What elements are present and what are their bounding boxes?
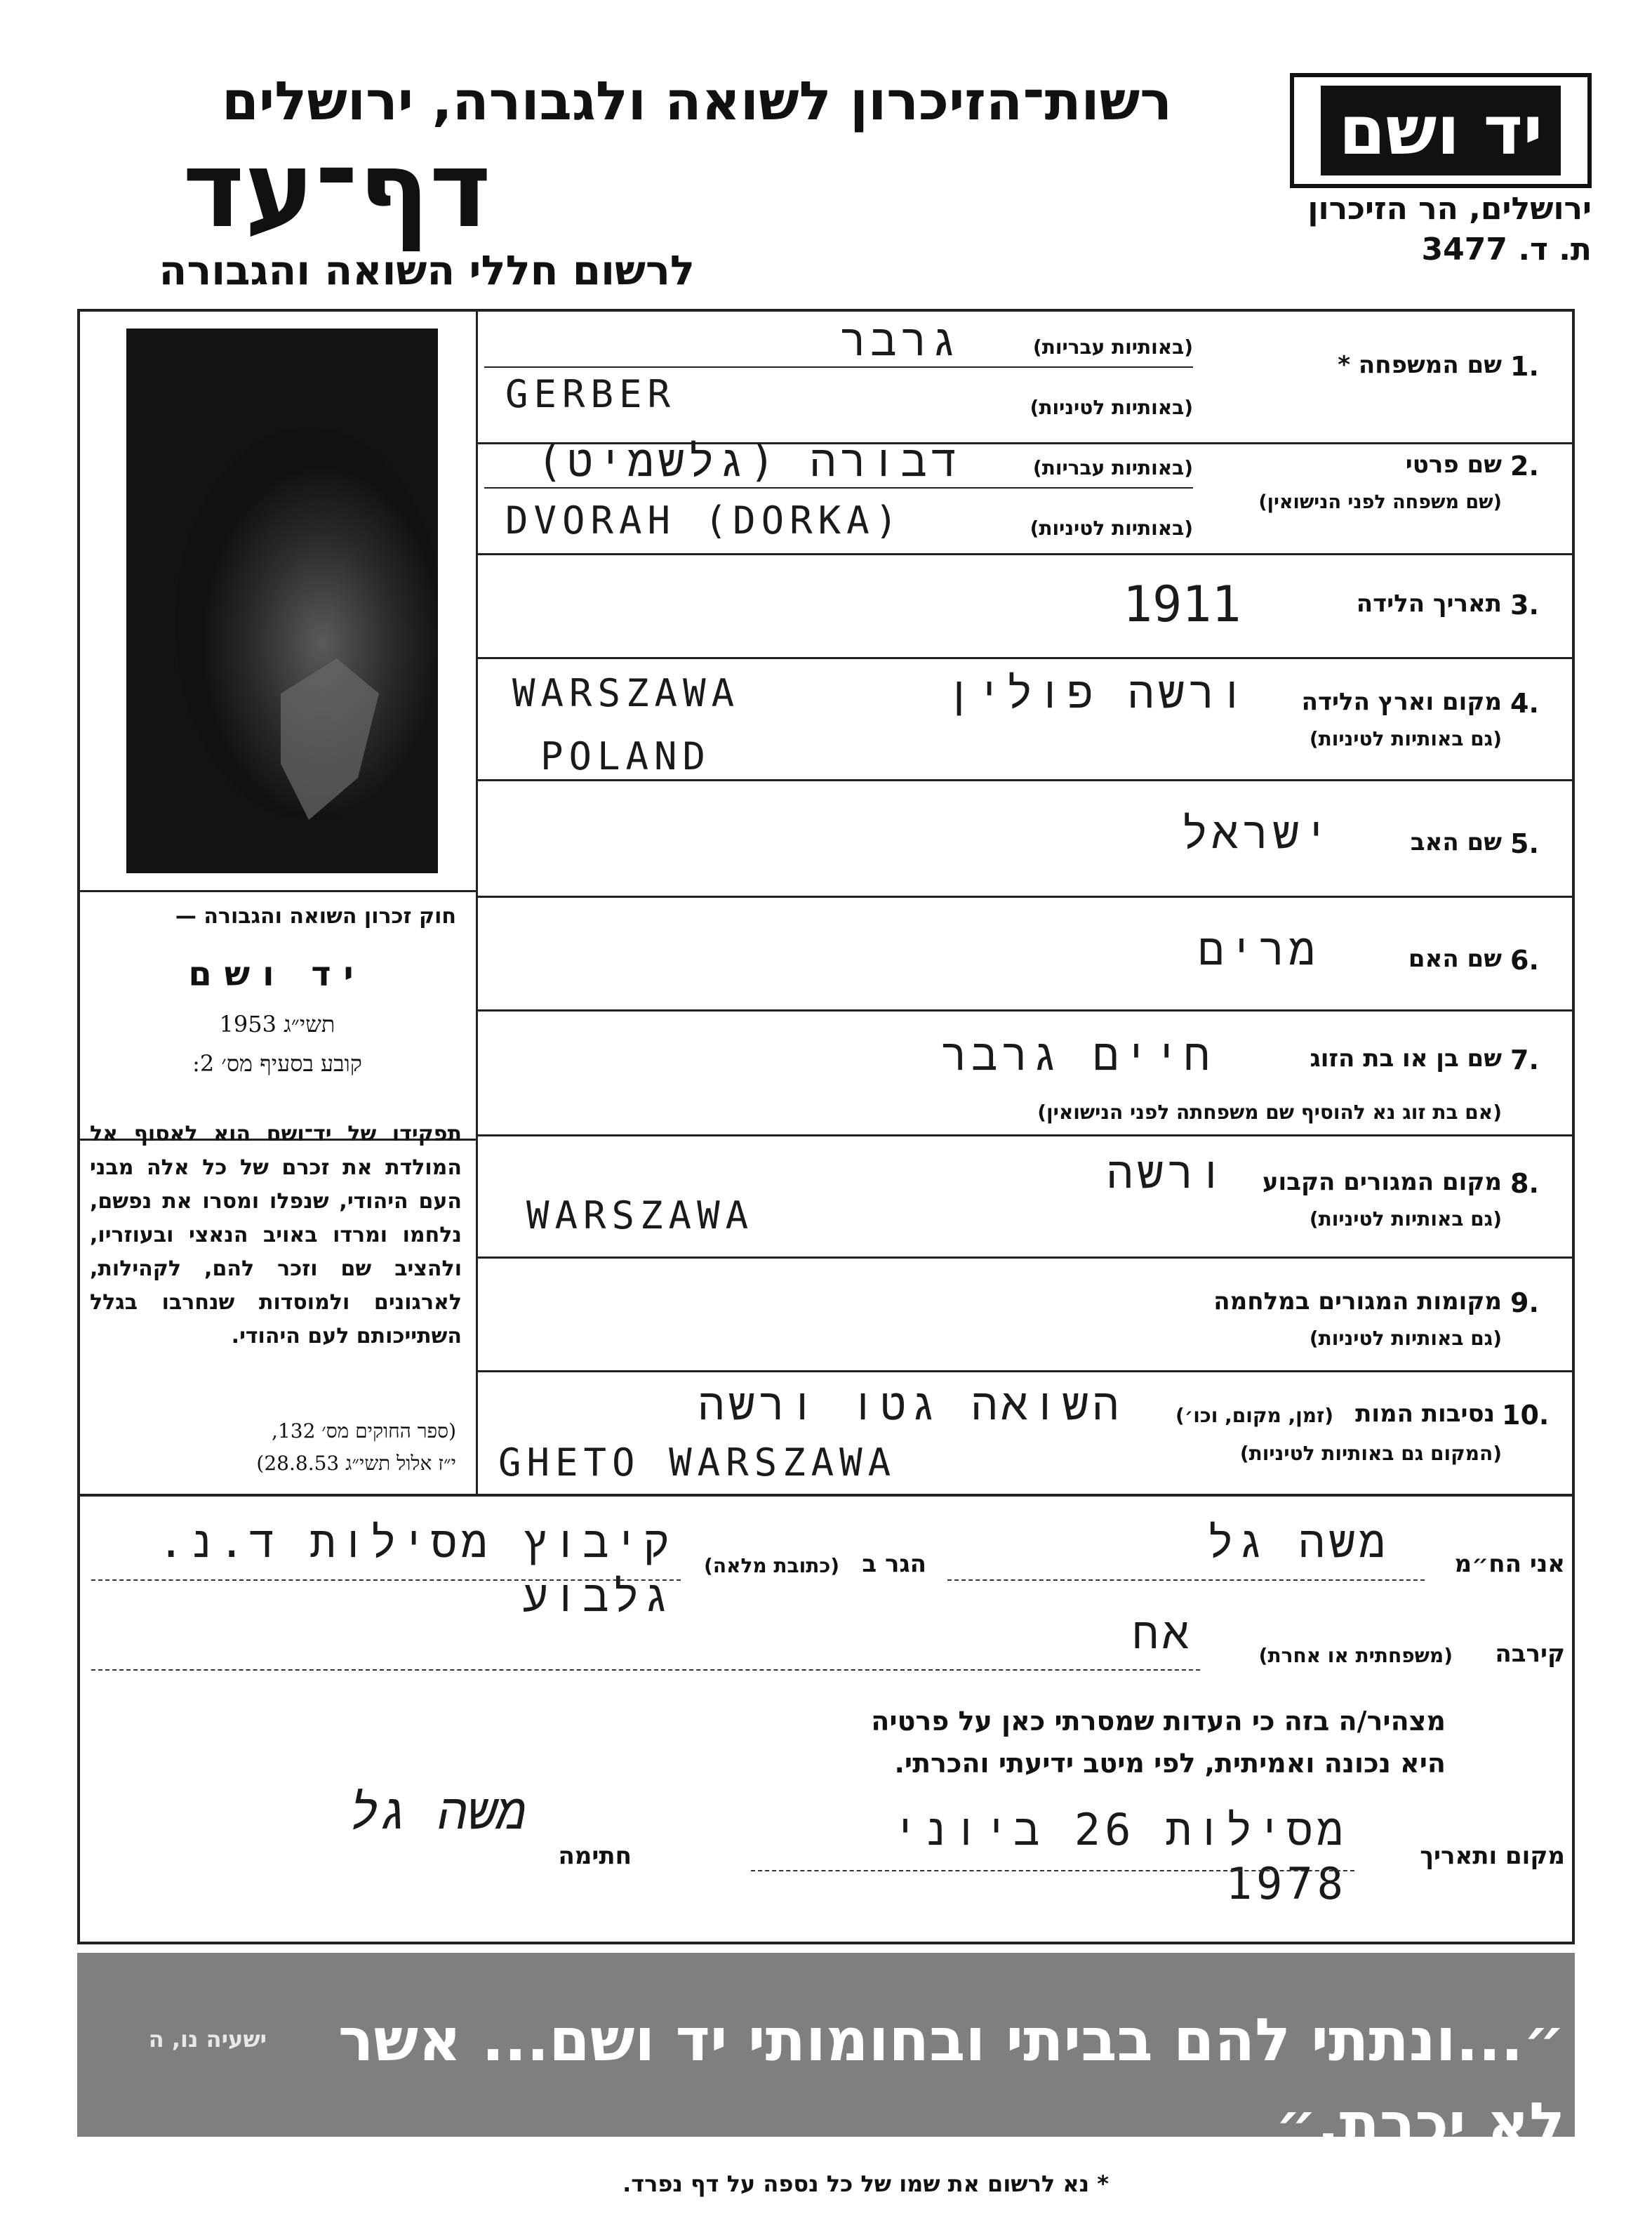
banner-quote: ״...ונתתי להם בביתי ובחומותי יד ושם... אשר לא יכרת.״ xyxy=(338,2005,1565,2159)
sidebar-divider xyxy=(476,309,478,1495)
law-year: תשי״ג 1953 xyxy=(219,1011,335,1037)
row-divider xyxy=(477,1256,1575,1259)
field-2-hint-hebrew: (באותיות עבריות) xyxy=(1032,456,1193,479)
declaration-line-1: מצהיר/ה בזה כי העדות שמסרתי כאן על פרטיה xyxy=(871,1706,1446,1737)
row-divider xyxy=(477,1134,1575,1136)
witness-i-label: אני הח״מ xyxy=(1454,1550,1565,1578)
field-10-subtitle: (המקום גם באותיות לטיניות) xyxy=(1239,1442,1502,1465)
law-title: חוק זכרון השואה והגבורה — xyxy=(175,904,456,929)
law-reference-2: י״ז אלול תשי״ג 28.8.53) xyxy=(256,1452,456,1475)
field-6-value[interactable]: מרים xyxy=(1198,924,1319,975)
field-1-label: שם המשפחה * xyxy=(1338,351,1502,379)
field-1-value-latin[interactable]: GERBER xyxy=(505,372,677,416)
row-divider xyxy=(477,779,1575,781)
field-8-value-hebrew[interactable]: ורשה xyxy=(1107,1147,1228,1198)
form-subtitle: לרשום חללי השואה והגבורה xyxy=(159,246,695,294)
signature-label: חתימה xyxy=(558,1842,632,1870)
header-pobox: ת. ד. 3477 xyxy=(1421,232,1592,267)
field-9-value-area[interactable] xyxy=(491,1264,1123,1362)
field-3-value[interactable]: 1911 xyxy=(1123,576,1241,633)
field-2-subtitle: (שם משפחה לפני הנישואין) xyxy=(1258,491,1502,513)
field-3-number: 3. xyxy=(1510,590,1539,621)
witness-relation[interactable]: אח xyxy=(1132,1607,1193,1659)
field-9-label: מקומות המגורים במלחמה xyxy=(1213,1287,1502,1315)
field-4-subtitle: (גם באותיות לטיניות) xyxy=(1309,727,1502,750)
field-5-label: שם האב xyxy=(1410,828,1502,856)
field-1-hint-latin: (באותיות לטיניות) xyxy=(1030,396,1193,419)
witness-relation-label: קירבה xyxy=(1495,1640,1565,1668)
field-7-value[interactable]: חיים גרבר xyxy=(941,1029,1214,1080)
victim-photo xyxy=(126,329,438,873)
row-divider xyxy=(477,553,1575,555)
law-reference-1: (ספר החוקים מס׳ 132, xyxy=(272,1419,456,1443)
witness-name-line xyxy=(947,1579,1425,1581)
witness-address-line xyxy=(91,1579,681,1581)
field-7-label: שם בן או בת הזוג xyxy=(1310,1045,1502,1073)
field-2-value-latin[interactable]: DVORAH (DORKA) xyxy=(505,498,904,543)
row-divider xyxy=(477,1009,1575,1012)
field-1-number: 1. xyxy=(1510,351,1539,382)
field-8-subtitle: (גם באותיות לטיניות) xyxy=(1309,1207,1502,1231)
field-1-hint-hebrew: (באותיות עבריות) xyxy=(1032,336,1193,359)
row-divider xyxy=(477,1370,1575,1372)
field-4-number: 4. xyxy=(1510,688,1539,719)
field-2-hint-latin: (באותיות לטיניות) xyxy=(1030,517,1193,540)
authority-name: רשות־הזיכרון לשואה ולגבורה, ירושלים xyxy=(222,69,1172,132)
field-2-underline xyxy=(484,487,1193,489)
field-4-value-latin-2[interactable]: POLAND xyxy=(540,734,712,778)
law-text: תפקידו של יד־ושם הוא לאסוף אל המולדת את זכרם של כל אלה מבני העם היהודי, שנפלו ומסרו את נפשם, נלחמו ומרדו באויב הנאצי ובעוזריו, ולהציב שם וזכר להם, לקהילות, לארגונים ולמוסדות שנחרבו בגלל השתייכותם לעם היהודי. xyxy=(90,1122,462,1348)
signature[interactable]: משה גל xyxy=(349,1783,526,1841)
field-6-number: 6. xyxy=(1510,945,1539,976)
banner-reference: ישעיה נו, ה xyxy=(148,2026,267,2053)
place-date-value[interactable]: מסילות 26 ביוני 1978 xyxy=(892,1804,1347,1909)
field-5-value[interactable]: ישראל xyxy=(1181,807,1333,858)
field-3-label: תאריך הלידה xyxy=(1356,590,1502,618)
form-bottom-divider xyxy=(77,1494,1575,1497)
field-7-subtitle: (אם בת זוג נא להוסיף שם משפחתה לפני הנישואין) xyxy=(1037,1101,1502,1124)
yad-vashem-logo xyxy=(1290,73,1592,188)
field-8-label: מקום המגורים הקבוע xyxy=(1262,1168,1502,1196)
field-10-value-latin[interactable]: GHETO WARSZAWA xyxy=(498,1440,897,1485)
photo-image xyxy=(126,329,438,873)
place-date-label: מקום ותאריך xyxy=(1420,1842,1565,1870)
witness-relation-line xyxy=(91,1669,1200,1671)
field-10-label: נסיבות המות xyxy=(1355,1400,1495,1428)
field-10-number: 10. xyxy=(1502,1400,1550,1431)
law-clause: קובע בסעיף מס׳ 2: xyxy=(192,1050,362,1077)
place-date-line xyxy=(751,1870,1354,1871)
witness-relation-hint: (משפחתית או אחרת) xyxy=(1258,1644,1453,1667)
law-name: יד ושם xyxy=(188,955,366,994)
field-7-number: 7. xyxy=(1510,1045,1539,1075)
sidebar-photo-divider xyxy=(77,890,477,892)
field-6-label: שם האם xyxy=(1408,945,1502,973)
witness-name[interactable]: משה גל xyxy=(1207,1516,1390,1567)
field-8-value-latin[interactable]: WARSZAWA xyxy=(526,1193,754,1238)
field-1-value-hebrew[interactable]: גרבר xyxy=(840,314,961,366)
header-address: ירושלים, הר הזיכרון xyxy=(1307,191,1592,227)
field-5-number: 5. xyxy=(1510,828,1539,859)
field-4-label: מקום וארץ הלידה xyxy=(1301,688,1502,716)
witness-address[interactable]: קיבוץ מסילות ד.נ. גלבוע xyxy=(158,1516,674,1622)
row-divider xyxy=(477,896,1575,898)
field-8-number: 8. xyxy=(1510,1168,1539,1199)
field-9-subtitle: (גם באותיות לטיניות) xyxy=(1309,1327,1502,1350)
field-2-label: שם פרטי xyxy=(1405,451,1502,479)
field-10-value-hebrew[interactable]: השואה גטו ורשה xyxy=(698,1379,1123,1430)
field-4-value-latin-1[interactable]: WARSZAWA xyxy=(512,671,740,715)
witness-address-hint: (כתובת מלאה) xyxy=(704,1554,839,1577)
witness-resides-label: הגר ב xyxy=(862,1550,926,1578)
field-10-hint: (זמן, מקום, וכו׳) xyxy=(1175,1404,1333,1427)
field-2-number: 2. xyxy=(1510,451,1539,482)
form-title: דף־עד xyxy=(182,129,491,251)
field-2-value-hebrew[interactable]: דבורה (גלשמיט) xyxy=(536,435,961,486)
field-4-value-hebrew[interactable]: ורשה פולין xyxy=(945,667,1249,718)
row-divider xyxy=(477,657,1575,659)
field-9-number: 9. xyxy=(1510,1287,1539,1318)
footnote: * נא לרשום את שמו של כל נספה על דף נפרד. xyxy=(622,2170,1109,2197)
field-1-underline xyxy=(484,366,1193,368)
logo-text: יד ושם xyxy=(1321,86,1561,175)
declaration-line-2: היא נכונה ואמיתית, לפי מיטב ידיעתי והכרתי. xyxy=(894,1748,1446,1779)
